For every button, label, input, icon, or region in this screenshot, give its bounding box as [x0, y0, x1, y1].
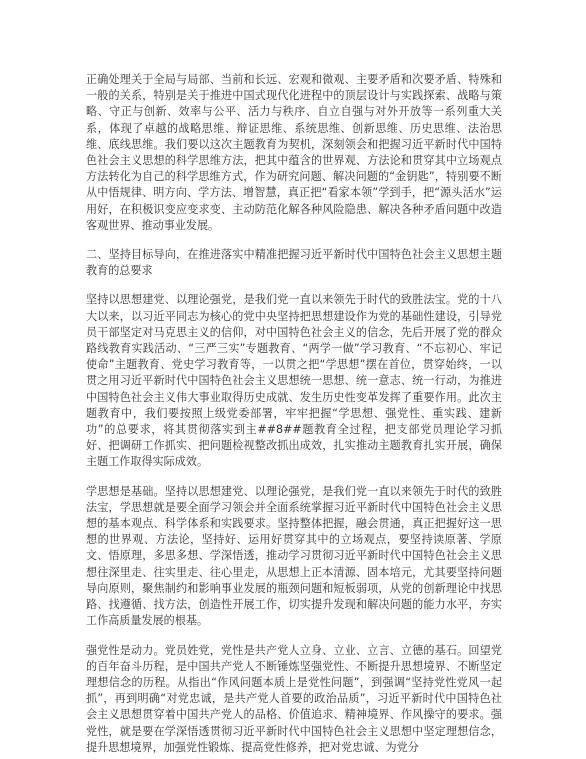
section-heading-goal-orientation: 二、坚持目标导向，在推进落实中精准把握习近平新时代中国特色社会主义思想主题教育的总要求 — [86, 248, 502, 278]
paragraph-party-spirit: 强党性是动力。党员姓党，党性是共产党人立身、立业、立言、立德的基石。回望党的百年奋斗历程，是中国共产党人不断锤炼坚强党性、不断提升思想境界、不断坚定理想信念的历程。从指出“作风问题本质上是党性问题”，到强调“坚持党性党风一起抓”，再到明确“对党忠诚，是共产党人首要的政治品质”，习近平新时代中国特色社会主义思想贯穿着中国共产党人的品格、价值追求、精神境界、作风操守的要求。强党性，就是要在学深悟透贯彻习近平新时代中国特色社会主义思想中坚定理想信念，提升思想境界，加强党性锻炼、提高党性修养，把对党忠诚、为党分 — [86, 643, 502, 754]
paragraph-thinking-methods: 正确处理关于全局与局部、当前和长远、宏观和微观、主要矛盾和次要矛盾、特殊和一般的关系，特别是关于推进中国式现代化进程中的顶层设计与实践探索、战略与策略、守正与创新、效率与公平、活力与秩序、自立自强与对外开放等一系列重大关系，体现了卓越的战略思维、辩证思维、系统思维、创新思维、历史思维、法治思维、底线思维。我们要以这次主题教育为契机，深刻领会和把握习近平新时代中国特色社会主义思想的科学思维方法，把其中蕴含的世界观、方法论和贯穿其中立场观点方法转化为自己的科学思维方式，作为研究问题、解决问题的“金钥匙”，特别要不断从中悟规律、明方向、学方法、增智慧，真正把“看家本领”学到手，把“源头活水”运用好，在积极识变应变求变、主动防范化解各种风险隐患、解决各种矛盾问题中改造客观世界、推动事业发展。 — [86, 73, 502, 232]
paragraph-learning-thought: 学思想是基础。坚持以思想建党、以理论强党，是我们党一直以来领先于时代的致胜法宝，学思想就是要全面学习领会并全面系统掌握习近平新时代中国特色社会主义思想的基本观点、科学体系和实践要求。坚持整体把握，融会贯通，真正把握好这一思想的世界观、方法论，坚持好、运用好贯穿其中的立场观点，要坚持读原著、学原文、悟原理，多思多想、学深悟透，推动学习贯彻习近平新时代中国特色社会主义思想往深里走、往实里走、往心里走，从思想上正本清源、固本培元，尤其要坚持问题导向原则，聚焦制约和影响事业发展的瓶颈问题和短板弱项，从党的创新理论中找思路、找遵循、找方法，创造性开展工作，切实提升发现和解决问题的能力水平，夯实工作高质量发展的根基。 — [86, 484, 502, 628]
paragraph-ideological-party-building: 坚持以思想建党、以理论强党，是我们党一直以来领先于时代的致胜法宝。党的十八大以来，以习近平同志为核心的党中央坚持把思想建设作为党的基础性建设，引导党员干部坚定对马克思主义的信仰，对中国特色社会主义的信念，先后开展了党的群众路线教育实践活动、“三严三实”专题教育、“两学一做”学习教育、“不忘初心、牢记使命”主题教育、党史学习教育等，一以贯之把“学思想”摆在首位，贯穿始终，一以贯之用习近平新时代中国特色社会主义思想统一思想、统一意志、统一行动，为推进中国特色社会主义伟大事业取得历史成就、发生历史性变革发挥了重要作用。此次主题教育中，我们要按照上级党委部署，牢牢把握“学思想、强党性、重实践、建新功”的总要求，将其贯彻落实到主##8##题教育全过程，把支部党员理论学习抓好、把调研工作抓实、把问题检视整改抓出成效，扎实推动主题教育扎实开展，确保主题工作取得实际成效。 — [86, 293, 502, 469]
document-page — [86, 72, 502, 756]
